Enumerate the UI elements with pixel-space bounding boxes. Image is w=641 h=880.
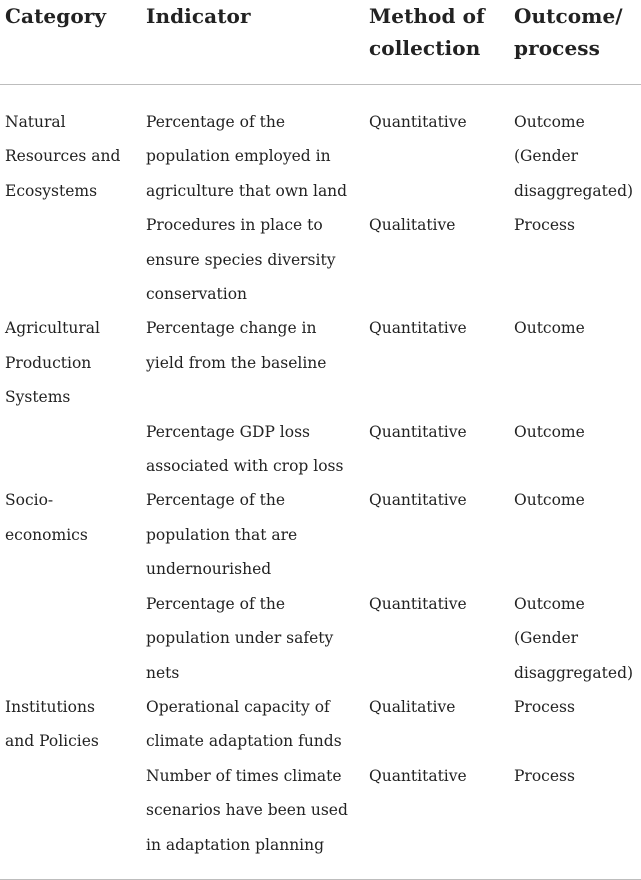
cell-indicator-line: Percentage GDP loss [146, 422, 311, 441]
cell-outcome [514, 415, 641, 484]
table-body [0, 85, 641, 880]
header-indicator-line: Indicator [146, 4, 251, 28]
cell-method-text: Quantitative [369, 113, 467, 131]
cell-method-text: Qualitative [369, 216, 456, 235]
cell-outcome-line: Outcome [514, 113, 585, 131]
cell-method [369, 208, 514, 311]
cell-indicator [146, 587, 369, 690]
cell-method [369, 311, 514, 414]
cell-indicator [146, 690, 369, 759]
header-outcome-line: Outcome/ [514, 4, 623, 28]
cell-indicator-line: Percentage of the [146, 491, 286, 510]
table-row [0, 587, 641, 690]
cell-indicator [146, 85, 369, 209]
cell-method-text: Quantitative [369, 491, 467, 510]
cell-indicator-line: undernourished [146, 560, 272, 579]
cell-method-text: Quantitative [369, 422, 467, 441]
table-header [0, 0, 641, 85]
cell-outcome-line: disaggregated) [514, 181, 634, 200]
header-category [0, 0, 146, 85]
cell-category-line: and Policies [5, 732, 99, 751]
header-outcome-line: process [514, 36, 600, 60]
cell-indicator-line: associated with crop loss [146, 457, 344, 476]
table-row [0, 483, 641, 586]
cell-category-line: Production [5, 353, 92, 372]
cell-method [369, 415, 514, 484]
cell-category [0, 587, 146, 690]
cell-category [0, 759, 146, 880]
cell-method-text: Quantitative [369, 319, 467, 338]
cell-indicator-line: climate adaptation funds [146, 732, 342, 751]
cell-category [0, 483, 146, 586]
cell-category [0, 208, 146, 311]
cell-indicator-line: conservation [146, 285, 248, 304]
cell-indicator-line: Operational capacity of [146, 697, 330, 716]
table-row [0, 85, 641, 209]
cell-indicator-line: yield from the baseline [146, 353, 327, 372]
table-row [0, 208, 641, 311]
header-outcome [514, 0, 641, 85]
cell-category [0, 85, 146, 209]
header-row [0, 0, 641, 85]
cell-outcome-line: Outcome [514, 594, 585, 613]
cell-indicator [146, 311, 369, 414]
cell-outcome [514, 483, 641, 586]
cell-category-line: Systems [5, 388, 71, 407]
cell-indicator-line: Percentage of the [146, 594, 286, 613]
cell-method [369, 85, 514, 209]
cell-outcome [514, 759, 641, 880]
cell-method [369, 759, 514, 880]
cell-outcome [514, 208, 641, 311]
cell-outcome-line: disaggregated) [514, 663, 634, 682]
cell-category-line: Ecosystems [5, 181, 98, 200]
cell-indicator [146, 483, 369, 586]
cell-indicator-line: scenarios have been used [146, 801, 348, 820]
cell-category-line: Agricultural [5, 319, 100, 338]
cell-indicator-line: population under safety [146, 629, 334, 648]
cell-category [0, 311, 146, 414]
cell-outcome [514, 85, 641, 209]
cell-outcome-line: Process [514, 697, 575, 716]
cell-outcome-line: (Gender [514, 147, 579, 166]
cell-method-text: Quantitative [369, 594, 467, 613]
table-row [0, 415, 641, 484]
cell-indicator-line: population that are [146, 525, 298, 544]
cell-outcome-line: (Gender [514, 629, 579, 648]
cell-outcome [514, 690, 641, 759]
header-category-line: Category [5, 4, 107, 28]
table-row [0, 311, 641, 414]
cell-indicator-line: Procedures in place to [146, 216, 323, 235]
cell-outcome-line: Outcome [514, 422, 585, 441]
cell-indicator [146, 208, 369, 311]
cell-outcome-line: Process [514, 216, 575, 235]
cell-outcome [514, 587, 641, 690]
cell-indicator-line: Percentage of the [146, 113, 286, 131]
cell-indicator-line: agriculture that own land [146, 181, 348, 200]
cell-indicator-line: Number of times climate [146, 766, 342, 785]
header-method [369, 0, 514, 85]
table-row [0, 690, 641, 759]
cell-outcome-line: Outcome [514, 491, 585, 510]
table-row [0, 759, 641, 880]
cell-category-line: Socio- [5, 491, 54, 510]
cell-category [0, 690, 146, 759]
cell-method [369, 587, 514, 690]
cell-outcome [514, 311, 641, 414]
cell-category [0, 415, 146, 484]
cell-indicator-line: Percentage change in [146, 319, 317, 338]
cell-category-line: Resources and [5, 147, 121, 166]
header-method-line: collection [369, 36, 481, 60]
cell-indicator-line: nets [146, 663, 180, 682]
cell-category-line: Natural [5, 113, 66, 131]
cell-method [369, 483, 514, 586]
header-indicator [146, 0, 369, 85]
cell-outcome-line: Process [514, 766, 575, 785]
cell-indicator [146, 415, 369, 484]
cell-indicator [146, 759, 369, 880]
cell-method-text: Quantitative [369, 766, 467, 785]
cell-indicator-line: population employed in [146, 147, 331, 166]
cell-indicator-line: in adaptation planning [146, 835, 325, 854]
cell-method [369, 690, 514, 759]
cell-outcome-line: Outcome [514, 319, 585, 338]
cell-category-line: Institutions [5, 697, 95, 716]
cell-method-text: Qualitative [369, 697, 456, 716]
header-method-line: Method of [369, 4, 485, 28]
cell-category-line: economics [5, 525, 88, 544]
cell-indicator-line: ensure species diversity [146, 250, 336, 269]
